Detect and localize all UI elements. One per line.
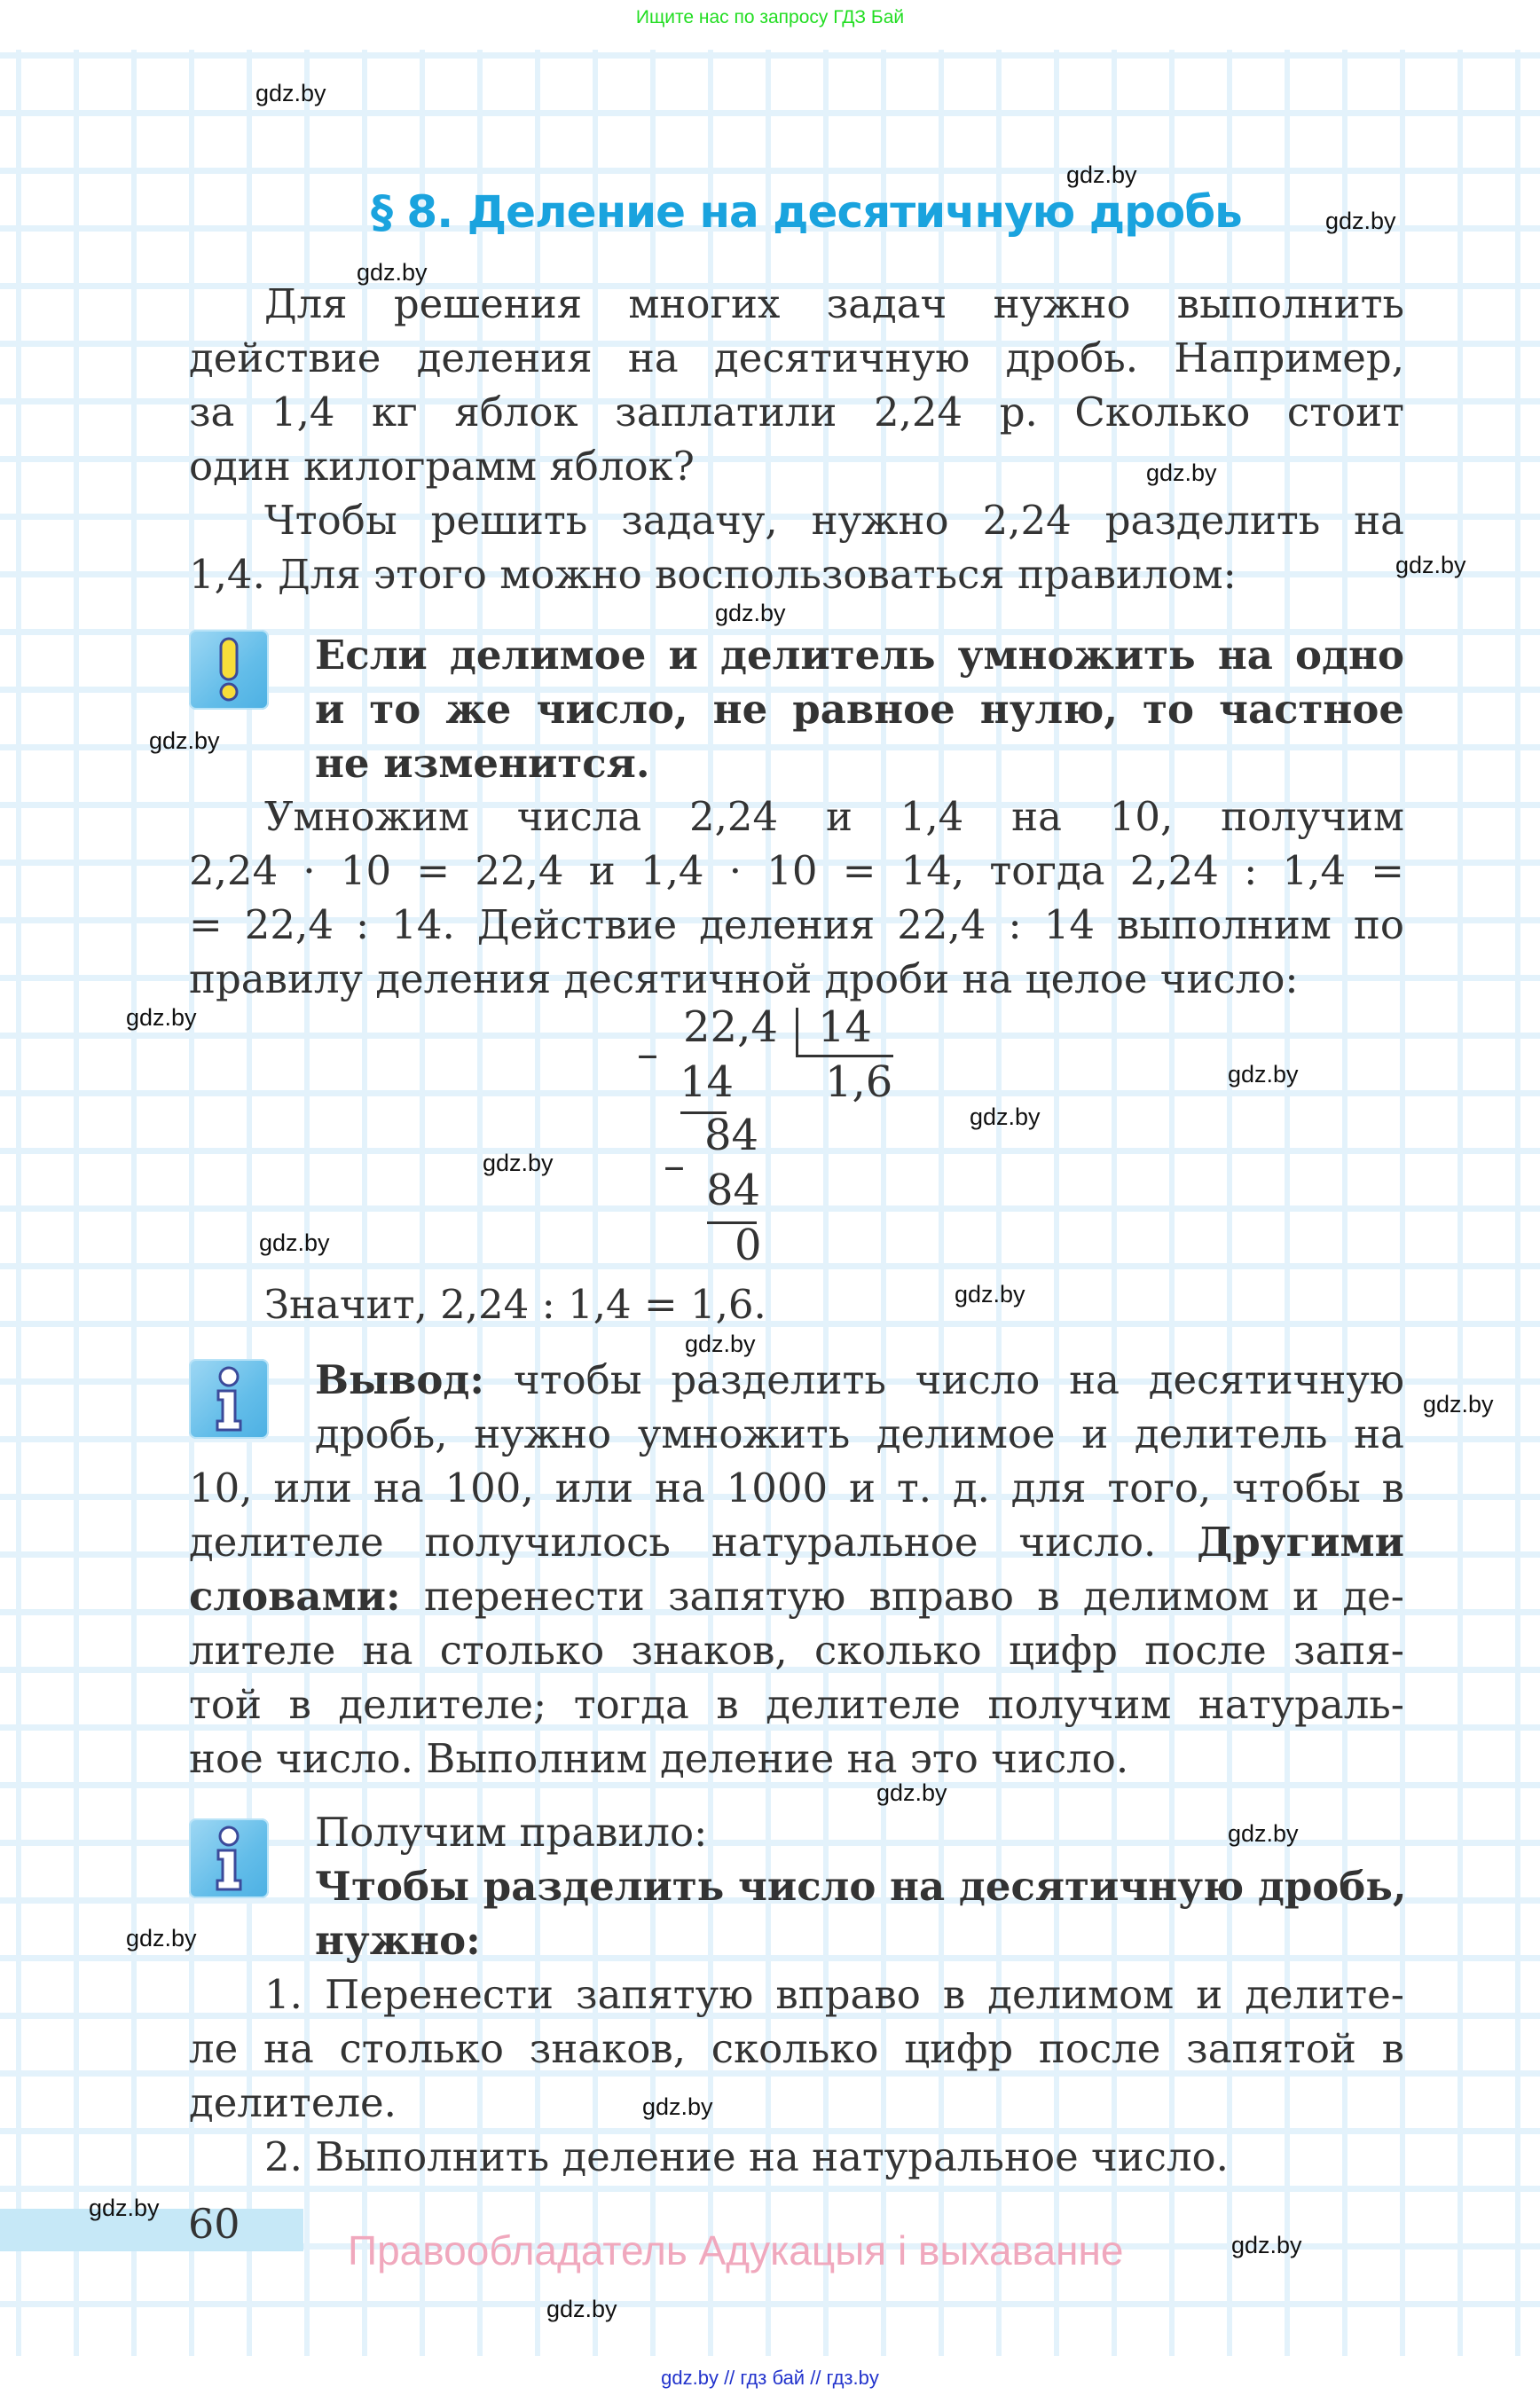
summary-bold: Другими	[1197, 1519, 1404, 1566]
rule-box-text	[315, 628, 1404, 790]
watermark: gdz.by	[259, 1229, 330, 1256]
page-number: 60	[188, 2200, 240, 2248]
solve-line: 1,4. Для этого можно воспользоваться правилом:	[189, 551, 1237, 598]
watermark: gdz.by	[483, 1150, 554, 1176]
watermark: gdz.by	[89, 2195, 160, 2221]
watermark: gdz.by	[970, 1103, 1041, 1130]
summary-line	[189, 1515, 1404, 1569]
summary-text: делителе получилось натуральное число.	[189, 1519, 1198, 1566]
rule-step: 2. Выполнить деление на натуральное число.	[264, 2133, 1229, 2180]
rule-heading: нужно:	[315, 1917, 481, 1964]
rule-heading: Чтобы разделить число на десятичную дробь,	[315, 1863, 1407, 1910]
example-line: Умножим числа 2,24 и 1,4 на 10, получим	[264, 793, 1404, 840]
solve-paragraph	[189, 493, 1404, 601]
quotient: 1,6	[825, 1057, 893, 1107]
watermark: gdz.by	[1228, 1820, 1299, 1847]
rule-line: и то же число, не равное нулю, то частное	[315, 686, 1404, 733]
watermark: gdz.by	[955, 1281, 1025, 1308]
intro-line: за 1,4 кг яблок заплатили 2,24 р. Сколько стоит	[189, 389, 1404, 436]
summary-paragraph	[189, 1353, 1404, 1786]
watermark: gdz.by	[1228, 1061, 1299, 1088]
watermark: gdz.by	[1325, 208, 1396, 234]
minus-sign: –	[637, 1029, 658, 1079]
summary-line: той в делителе; тогда в делителе получим натураль-	[189, 1681, 1404, 1728]
watermark: gdz.by	[126, 1925, 197, 1951]
rule-step: делителе.	[189, 2079, 397, 2126]
summary-bold: словами:	[189, 1573, 401, 1620]
summary-line	[189, 1353, 1404, 1407]
summary-line: лителе на столько знаков, сколько цифр после запя-	[189, 1627, 1404, 1674]
rule-step: 1. Перенести запятую вправо в делимом и делите-	[264, 1971, 1404, 2018]
watermark: gdz.by	[357, 259, 428, 286]
summary-label: Вывод:	[315, 1356, 485, 1403]
subtrahend: 14	[680, 1057, 735, 1107]
watermark: gdz.by	[1231, 2232, 1302, 2258]
bottom-links[interactable]: gdz.by // гдз бай // гдз.by	[661, 2367, 879, 2389]
watermark: gdz.by	[642, 2093, 713, 2120]
copyright-notice: Правообладатель Адукацыя і выхаванне	[348, 2227, 1124, 2273]
watermark: gdz.by	[1146, 459, 1217, 486]
rule-intro: Получим правило:	[315, 1809, 708, 1856]
final-remainder: 0	[735, 1221, 762, 1270]
final-rule	[189, 1805, 1407, 2184]
summary-line: 10, или на 100, или на 1000 и т. д. для того, чтобы в	[189, 1465, 1404, 1512]
rule-line: Если делимое и делитель умножить на одно	[315, 632, 1404, 679]
division-bracket-vertical	[796, 1008, 798, 1056]
example-line: = 22,4 : 14. Действие деления 22,4 : 14 выполним по	[189, 901, 1404, 948]
watermark: gdz.by	[1066, 161, 1137, 188]
exclamation-icon	[189, 630, 269, 710]
summary-text: перенести запятую вправо в делимом и де-	[400, 1573, 1404, 1620]
rule-step: ле на столько знаков, сколько цифр после запятой в	[189, 2025, 1404, 2072]
conclusion-text: Значит, 2,24 : 1,4 = 1,6.	[264, 1281, 766, 1328]
watermark: gdz.by	[876, 1779, 947, 1806]
intro-line: один килограмм яблок?	[189, 443, 695, 490]
watermark: gdz.by	[255, 80, 326, 106]
rule-line: не изменится.	[315, 740, 650, 787]
watermark: gdz.by	[149, 727, 220, 754]
subtrahend: 84	[706, 1166, 761, 1215]
conclusion-line	[189, 1277, 1404, 1331]
section-title: § 8. Деление на десятичную дробь	[371, 186, 1242, 238]
divisor: 14	[818, 1002, 873, 1052]
watermark: gdz.by	[1423, 1391, 1494, 1417]
summary-line: ное число. Выполним деление на это число.	[189, 1735, 1129, 1782]
watermark: gdz.by	[126, 1004, 197, 1031]
example-line: 2,24 · 10 = 22,4 и 1,4 · 10 = 14, тогда 2,24 : 1,4 =	[189, 847, 1404, 894]
summary-line	[189, 1569, 1404, 1623]
remainder: 84	[704, 1111, 759, 1160]
dividend: 22,4	[683, 1002, 778, 1052]
intro-line: Для решения многих задач нужно выполнить	[264, 280, 1404, 327]
watermark: gdz.by	[1395, 552, 1466, 578]
summary-line: дробь, нужно умножить делимое и делитель на	[315, 1410, 1404, 1457]
intro-paragraph	[189, 277, 1404, 493]
summary-text: чтобы разделить число на десятичную	[484, 1356, 1404, 1403]
watermark: gdz.by	[715, 600, 786, 626]
top-banner: Ищите нас по запросу ГДЗ Бай	[0, 0, 1540, 35]
solve-line: Чтобы решить задачу, нужно 2,24 разделить на	[264, 497, 1404, 544]
example-line: правилу деления десятичной дроби на целое число:	[189, 955, 1299, 1002]
watermark: gdz.by	[685, 1331, 756, 1357]
long-division	[621, 1002, 994, 1277]
example-paragraph	[189, 789, 1404, 1006]
minus-sign: –	[664, 1141, 685, 1190]
watermark: gdz.by	[546, 2296, 617, 2322]
intro-line: действие деления на десятичную дробь. Например,	[189, 334, 1404, 381]
